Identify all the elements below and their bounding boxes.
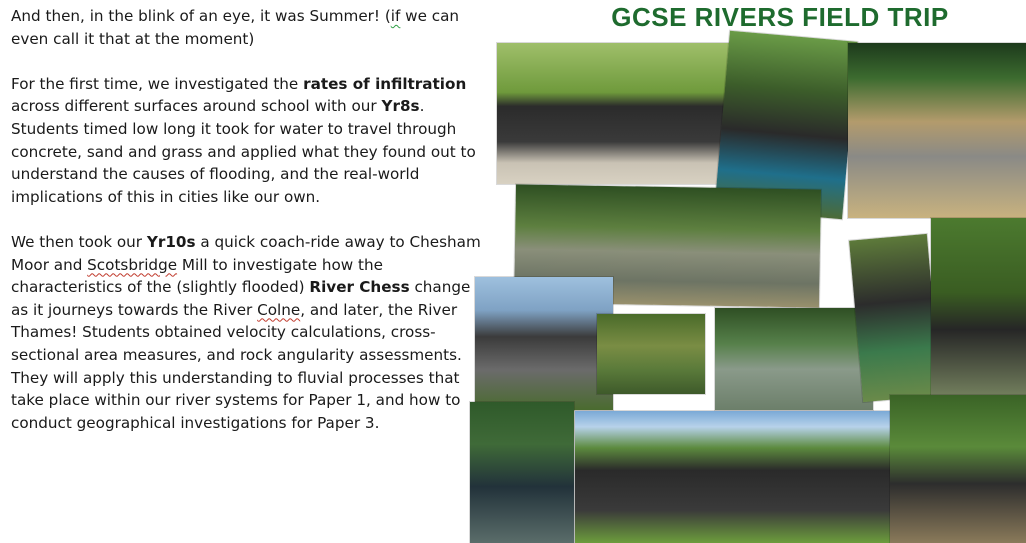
photo-group-outdoors	[497, 43, 734, 184]
text-run: we can	[400, 7, 460, 25]
text-run-bold: Yr8s	[381, 97, 420, 116]
text-run: across different surfaces around school with our	[11, 97, 382, 116]
text-run: a quick coach-ride away to Chesham Moor and	[11, 232, 481, 274]
text-run: And then, in the blink of an eye, it was Summer! (	[11, 7, 391, 25]
photo-group-bridge	[475, 277, 613, 410]
text-run-bold: rates of infiltration	[303, 74, 467, 93]
photo-student-in-river	[470, 402, 574, 543]
paragraph-yr10	[11, 231, 481, 434]
text-run: even call it that at the moment)	[11, 29, 255, 48]
photo-river-wading	[715, 308, 873, 410]
paragraph-intro	[11, 5, 481, 50]
photo-group-field	[575, 411, 890, 543]
text-run: We then took our	[11, 232, 147, 251]
text-run: , and later, the River Thames! Students obtained velocity calculations, cross-sectional area measures, and rock angularity assessments. They will apply this understanding to fluvial processes that take place within our river systems for Paper 1, and how to conduct geographical investigations for Paper 3.	[11, 300, 462, 432]
text-run-flagged: if	[390, 7, 401, 25]
article-text	[11, 5, 481, 434]
text-run-bold: Yr10s	[146, 232, 196, 251]
text-run-flagged: Colne	[257, 300, 301, 319]
text-run: change as it journeys towards the River	[11, 278, 471, 319]
text-run: . Students timed low long it took for water to travel through concrete, sand and grass and applied what they found out to understand the causes of flooding, and the real-world implications of this in cities like our own.	[11, 97, 476, 206]
photo-riverbank	[597, 314, 705, 394]
text-run: For the first time, we investigated the	[11, 74, 304, 93]
photo-student-stream	[931, 218, 1026, 404]
photo-student-in-tube	[848, 43, 1026, 218]
page-title: GCSE RIVERS FIELD TRIP	[611, 2, 949, 32]
text-run-flagged: Scotsbridge	[87, 255, 178, 274]
text-run: Mill to investigate how the characteristics of the (slightly flooded)	[11, 255, 383, 297]
photo-student-wading	[890, 395, 1026, 543]
photo-students-slide	[849, 234, 941, 402]
text-run-bold: River Chess	[309, 278, 410, 297]
paragraph-yr8	[11, 73, 481, 209]
